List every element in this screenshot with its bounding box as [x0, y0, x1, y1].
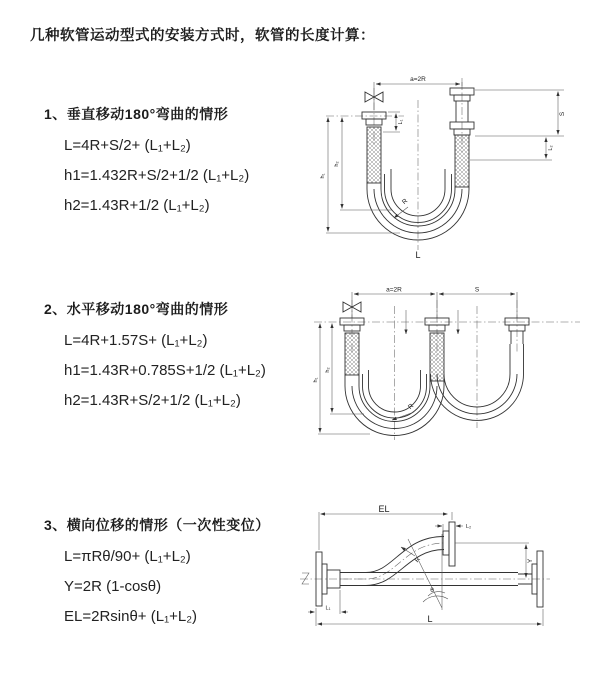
- formula-s1-L: L=4R+S/2+ (L₁+L₂): [64, 137, 191, 154]
- dim-label-h1: h₁: [313, 377, 319, 383]
- dim-label-a2r: a=2R: [410, 76, 426, 83]
- dimension-L: [316, 605, 543, 626]
- dim-label-R: R: [413, 555, 423, 565]
- section-3-heading: 3、横向位移的情形（一次性变位）: [44, 517, 270, 533]
- dim-label-L1: L₁: [325, 605, 331, 612]
- dim-label-L1: L₁: [398, 119, 404, 125]
- dimension-h2: [334, 118, 392, 211]
- dim-label-Y: Y: [527, 558, 534, 564]
- diagram-lateral-displacement: [296, 504, 590, 638]
- dim-label-L2: L₂: [548, 145, 554, 151]
- formula-s3-L: L=πRθ/90+ (L₁+L₂): [64, 548, 191, 565]
- dim-label-L2: L₂: [466, 524, 472, 530]
- dim-label-h1: h₁: [320, 173, 326, 179]
- formula-s2-h1: h1=1.43R+0.785S+1/2 (L₁+L₂): [64, 362, 266, 379]
- upper-right-flange: [443, 522, 455, 566]
- dimension-L1: [308, 590, 348, 614]
- dim-label-S: S: [559, 111, 566, 117]
- section-horizontal-180: [44, 299, 324, 409]
- dim-label-R: R: [400, 197, 410, 207]
- dim-label-R: R: [406, 402, 416, 412]
- dimension-h1: [313, 324, 370, 435]
- formula-s1-h2: h2=1.43R+1/2 (L₁+L₂): [64, 197, 210, 214]
- right-hose-end: [450, 88, 474, 187]
- diagram-vertical-180-bend: [312, 70, 580, 262]
- formula-s3-Y: Y=2R (1-cosθ): [64, 578, 162, 595]
- dim-label-a2r: a=2R: [386, 286, 402, 294]
- dimension-a2r: [352, 287, 517, 319]
- middle-hose-end: [425, 318, 449, 381]
- dimension-S: [439, 287, 515, 295]
- formula-s2-L: L=4R+1.57S+ (L₁+L₂): [64, 332, 208, 349]
- dimension-EL: [319, 504, 452, 550]
- dim-label-h2: h₂: [334, 161, 340, 167]
- formula-s2-h2: h2=1.43R+S/2+1/2 (L₁+L₂): [64, 392, 241, 409]
- dim-label-h2: h₂: [325, 367, 331, 373]
- dimension-L2: [435, 524, 471, 531]
- section-lateral-displacement: [44, 515, 324, 625]
- displaced-hose-position: [340, 537, 444, 586]
- formula-s3-EL: EL=2Rsinθ+ (L₁+L₂): [64, 608, 198, 625]
- formula-s1-h1: h1=1.432R+S/2+1/2 (L₁+L₂): [64, 167, 250, 184]
- centerlines: [326, 78, 462, 250]
- diagram-horizontal-180-bend: [306, 282, 592, 446]
- dim-label-EL: EL: [378, 504, 390, 514]
- section-2-heading: 2、水平移动180°弯曲的情形: [44, 301, 229, 317]
- dim-label-L: L: [415, 250, 421, 260]
- dim-label-S: S: [474, 286, 480, 294]
- section-1-heading: 1、垂直移动180°弯曲的情形: [44, 106, 229, 122]
- dim-label-theta: θ: [430, 587, 434, 594]
- section-vertical-180: [44, 104, 324, 214]
- dim-label-L: L: [427, 614, 433, 624]
- dimension-h1: [320, 118, 400, 234]
- pipe-break-symbol: [302, 573, 309, 584]
- dimension-L2: [546, 138, 554, 159]
- left-hose-end: [340, 318, 364, 375]
- page-title: 几种软管运动型式的安装方式时，软管的长度计算：: [30, 28, 375, 44]
